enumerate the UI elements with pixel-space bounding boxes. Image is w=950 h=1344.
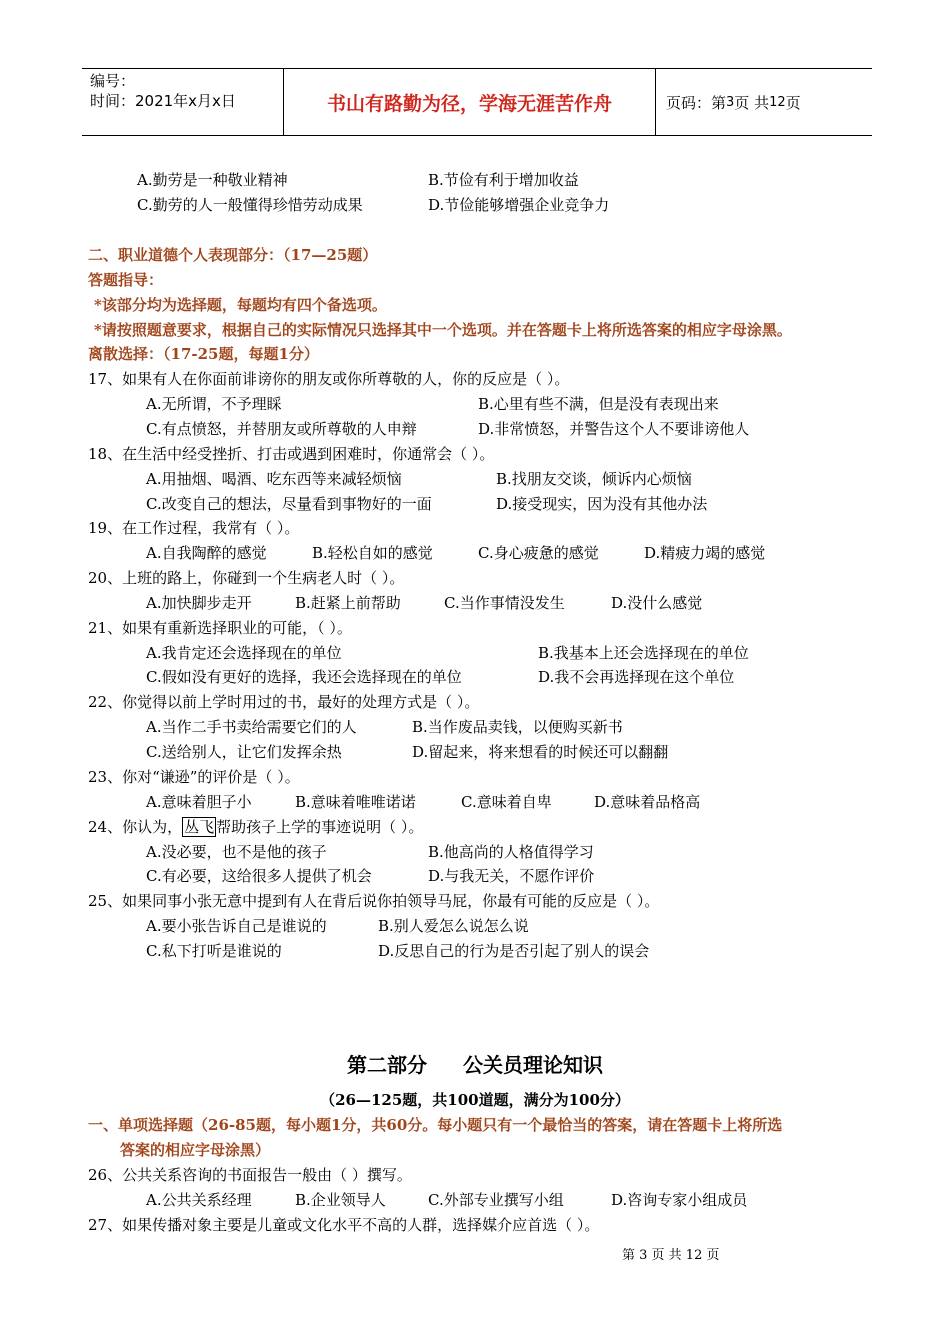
part2-section1-line2: 答案的相应字母涂黑） [120,1141,271,1159]
question-24-suffix: 帮助孩子上学的事迹说明（ ）。 [216,818,424,836]
q23-option-d: D.意味着品格高 [594,793,701,811]
q25-option-d: D.反思自己的行为是否引起了别人的误会 [378,942,650,960]
question-26: 26、公共关系咨询的书面报告一般由（ ）撰写。 [88,1166,412,1184]
q17-option-c: C.有点愤怒，并替朋友或所尊敬的人申辩 [146,420,417,438]
number-label: 编号： [90,72,136,90]
q24-option-c: C.有必要，这给很多人提供了机会 [146,867,372,885]
question-21: 21、如果有重新选择职业的可能，（ ）。 [88,619,352,637]
header-meta [82,69,284,135]
part2-section1-line1: 一、单项选择题（26-85题，每小题1分，共60分。每小题只有一个最恰当的答案，请在答题卡上将所选 [88,1116,783,1134]
q26-option-d: D.咨询专家小组成员 [611,1191,748,1209]
q19-option-c: C.身心疲惫的感觉 [478,544,599,562]
q18-option-d: D.接受现实，因为没有其他办法 [496,495,708,513]
q21-option-d: D.我不会再选择现在这个单位 [538,668,735,686]
q22-option-c: C.送给别人，让它们发挥余热 [146,743,342,761]
question-23: 23、你对“谦逊”的评价是（ ）。 [88,768,300,786]
page-code-num: 3 [726,94,735,110]
q24-option-b: B.他高尚的人格值得学习 [428,843,594,861]
q26-option-b: B.企业领导人 [295,1191,386,1209]
q18-option-b: B.找朋友交谈，倾诉内心烦恼 [496,470,692,488]
page-code-prefix: 页码：第 [666,93,727,112]
part2-title-b: 公关员理论知识 [463,1053,603,1077]
header-page-code [656,69,872,135]
q22-option-d: D.留起来，将来想看的时候还可以翻翻 [412,743,669,761]
part2-subtitle: （26—125题，共100道题，满分为100分） [320,1091,630,1109]
q24-option-a: A.没必要，也不是他的孩子 [146,843,327,861]
q19-option-b: B.轻松自如的感觉 [312,544,433,562]
q19-option-d: D.精疲力竭的感觉 [644,544,766,562]
q23-option-a: A.意味着胆子小 [146,793,252,811]
q25-option-c: C.私下打听是谁说的 [146,942,282,960]
q22-option-a: A.当作二手书卖给需要它们的人 [146,718,357,736]
question-24-prefix: 24、你认为， [88,818,183,836]
header-motto: 书山有路勤为径，学海无涯苦作舟 [284,69,656,135]
q18-option-a: A.用抽烟、喝酒、吃东西等来减轻烦恼 [146,470,402,488]
question-22: 22、你觉得以前上学时用过的书，最好的处理方式是（ ）。 [88,693,480,711]
q26-option-a: A.公共关系经理 [146,1191,252,1209]
q23-option-b: B.意味着唯唯诺诺 [295,793,416,811]
q18-option-c: C.改变自己的想法，尽量看到事物好的一面 [146,495,432,513]
q21-option-c: C.假如没有更好的选择，我还会选择现在的单位 [146,668,462,686]
part2-title-a: 第二部分 [347,1053,427,1077]
q16-option-c: C.勤劳的人一般懂得珍惜劳动成果 [137,196,363,214]
section2-title: 二、职业道德个人表现部分：（17—25题） [88,246,378,264]
q16-option-b: B.节俭有利于增加收益 [428,171,579,189]
q19-option-a: A.自我陶醉的感觉 [146,544,267,562]
q20-option-c: C.当作事情没发生 [444,594,565,612]
guide-line-1: *该部分均为选择题，每题均有四个备选项。 [94,296,387,314]
guide-line-2: *请按照题意要求，根据自己的实际情况只选择其中一个选项。并在答题卡上将所选答案的相应字母涂黑。 [94,321,792,339]
q21-option-b: B.我基本上还会选择现在的单位 [538,644,749,662]
question-17: 17、如果有人在你面前诽谤你的朋友或你所尊敬的人，你的反应是（ ）。 [88,370,570,388]
q17-option-d: D.非常愤怒，并警告这个人不要诽谤他人 [478,420,750,438]
discrete-choice-subhead: 离散选择：（17-25题，每题1分） [88,345,319,363]
guide-title: 答题指导： [88,271,164,289]
q25-option-b: B.别人爱怎么说怎么说 [378,917,529,935]
q16-option-a: A.勤劳是一种敬业精神 [137,171,288,189]
page-code-total: 12 [769,94,786,110]
q22-option-b: B.当作废品卖钱，以便购买新书 [412,718,623,736]
q16-option-d: D.节俭能够增强企业竞争力 [428,196,610,214]
part2-title [0,1052,950,1078]
page-code-suffix: 页 [785,93,801,112]
q23-option-c: C.意味着自卑 [461,793,552,811]
question-18: 18、在生活中经受挫折、打击或遇到困难时，你通常会（ ）。 [88,445,495,463]
q17-option-a: A.无所谓，不予理睬 [146,395,282,413]
page-header [82,68,872,136]
time-label: 时间：2021年x月x日 [90,92,236,110]
page-code-mid: 页 共 [734,93,770,112]
q20-option-d: D.没什么感觉 [611,594,703,612]
question-19: 19、在工作过程，我常有（ ）。 [88,519,300,537]
question-24 [88,817,423,837]
q17-option-b: B.心里有些不满，但是没有表现出来 [478,395,719,413]
page-footer: 第 3 页 共 12 页 [622,1248,720,1263]
q20-option-a: A.加快脚步走开 [146,594,252,612]
q20-option-b: B.赶紧上前帮助 [295,594,401,612]
question-24-boxed-name: 丛飞 [184,818,215,836]
q25-option-a: A.要小张告诉自己是谁说的 [146,917,327,935]
q21-option-a: A.我肯定还会选择现在的单位 [146,644,342,662]
question-27: 27、如果传播对象主要是儿童或文化水平不高的人群，选择媒介应首选（ ）。 [88,1216,600,1234]
q24-option-d: D.与我无关，不愿作评价 [428,867,595,885]
question-25: 25、如果同事小张无意中提到有人在背后说你拍领导马屁，你最有可能的反应是（ ）。 [88,892,660,910]
question-20: 20、上班的路上，你碰到一个生病老人时（ ）。 [88,569,405,587]
q26-option-c: C.外部专业撰写小组 [428,1191,564,1209]
